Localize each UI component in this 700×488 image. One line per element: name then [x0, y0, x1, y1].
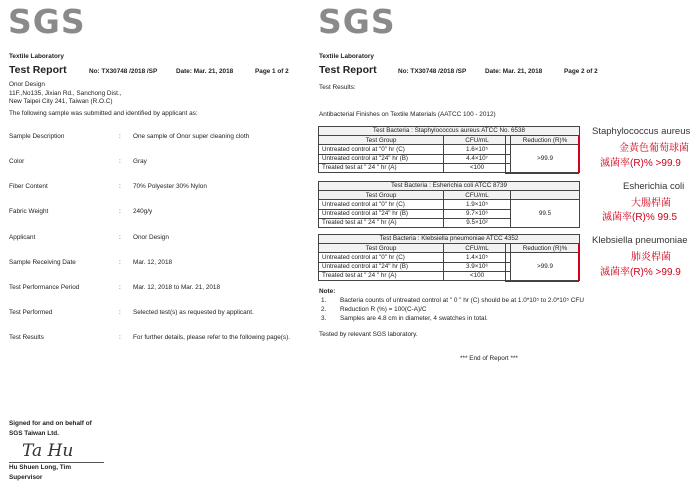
annotation-species: Esherichia coli	[623, 181, 685, 192]
sgs-logo: SGS	[8, 2, 86, 41]
reduction-value: 99.5	[511, 200, 580, 228]
field-label: Applicant	[9, 234, 36, 241]
annotation-rate: 滅菌率(R)% >99.9	[600, 158, 681, 169]
col-header-cfu: CFU/mL	[444, 136, 511, 145]
field-value: For further details, please refer to the following page(s).	[133, 334, 291, 341]
signature-line	[9, 462, 104, 463]
intro-text: The following sample was submitted and identified by applicant as:	[9, 110, 198, 117]
annotation-chinese-name: 肺炎桿菌	[631, 252, 671, 263]
row-group: Treated test at " 24 " hr (A)	[319, 163, 444, 172]
row-group: Untreated control at "24" hr (B)	[319, 154, 444, 163]
sgs-logo: SGS	[318, 2, 396, 41]
field-value: Selected test(s) as requested by applicant.	[133, 309, 254, 316]
field-label: Test Performance Period	[9, 284, 80, 291]
field-colon: :	[119, 133, 121, 140]
row-group: Untreated control at "0" hr (C)	[319, 145, 444, 154]
report-date: Date: Mar. 21, 2018	[485, 68, 543, 75]
reduction-value: >99.9	[511, 145, 580, 173]
field-label: Test Results	[9, 334, 44, 341]
signer-name: Hu Shuen Long, Tim	[9, 464, 72, 471]
row-cfu: <100	[444, 271, 511, 280]
applicant-address	[9, 81, 122, 107]
annotation-chinese-name: 金黃色葡萄球菌	[619, 143, 689, 154]
signature: Ta Hu	[22, 441, 74, 461]
row-cfu: 4.4×10⁷	[444, 154, 511, 163]
annotation-chinese-name: 大腸桿菌	[631, 198, 671, 209]
row-cfu: 1.9×10⁵	[444, 200, 511, 209]
bacteria-title: Test Bacteria : Klebsiella pneumoniae ATCC 4352	[319, 235, 580, 244]
field-value: One sample of Onor super cleaning cloth	[133, 133, 250, 140]
page-number: Page 1 of 2	[255, 68, 289, 75]
signed-line: SGS Taiwan Ltd.	[9, 430, 59, 437]
row-cfu: <100	[444, 163, 511, 172]
note-text: Bacteria counts of untreated control at " 0 " hr (C) should be at 1.0*10⁵ to 2.0*10⁵ CFU	[340, 297, 584, 304]
row-cfu: 1.6×10⁵	[444, 145, 511, 154]
address-line: 11F.,No135, Jixian Rd., Sanchong Dist.,	[9, 89, 122, 97]
field-label: Fabric Weight	[9, 208, 49, 215]
bacteria-title: Test Bacteria : Staphylococcus aureus ATCC No. 6538	[319, 127, 580, 136]
field-label: Sample Description	[9, 133, 65, 140]
field-colon: :	[119, 334, 121, 341]
col-header-group: Test Group	[319, 136, 444, 145]
report-title: Test Report	[319, 64, 377, 76]
report-date: Date: Mar. 21, 2018	[176, 68, 234, 75]
note-label: Note:	[319, 288, 336, 295]
test-method: Antibacterial Finishes on Textile Materials (AATCC 100 - 2012)	[319, 111, 496, 118]
col-header-cfu: CFU/mL	[444, 244, 511, 253]
col-header-reduction	[511, 191, 580, 200]
note-number: 1.	[321, 297, 327, 304]
col-header-reduction: Reduction (R)%	[511, 244, 580, 253]
signer-role: Supervisor	[9, 474, 43, 481]
field-colon: :	[119, 158, 121, 165]
row-group: Treated test at " 24 " hr (A)	[319, 218, 444, 227]
field-label: Color	[9, 158, 25, 165]
signed-block	[9, 419, 92, 439]
address-line: New Taipei City 241, Taiwan (R.O.C)	[9, 98, 113, 105]
col-header-reduction: Reduction (R)%	[511, 136, 580, 145]
field-colon: :	[119, 208, 121, 215]
field-value: 240g/y	[133, 208, 153, 215]
col-header-group: Test Group	[319, 191, 444, 200]
annotation-species: Klebsiella pneumoniae	[592, 235, 688, 246]
annotation-rate: 滅菌率(R)% >99.9	[600, 267, 681, 278]
report-number: No: TX30748 /2018 /SP	[398, 68, 467, 75]
reduction-highlight	[505, 243, 579, 282]
tested-by: Tested by relevant SGS laboratory.	[319, 331, 418, 338]
col-header-cfu: CFU/mL	[444, 191, 511, 200]
page-number: Page 2 of 2	[564, 68, 598, 75]
field-label: Sample Receiving Date	[9, 259, 76, 266]
field-colon: :	[119, 183, 121, 190]
lab-name: Textile Laboratory	[9, 53, 64, 60]
field-colon: :	[119, 309, 121, 316]
bacteria-title: Test Bacteria : Esherichia coli ATCC 8739	[319, 182, 580, 191]
lab-name: Textile Laboratory	[319, 53, 374, 60]
field-colon: :	[119, 259, 121, 266]
address-line: Onor Design	[9, 81, 45, 88]
field-value: Mar. 12, 2018 to Mar. 21, 2018	[133, 284, 221, 291]
row-cfu: 9.5×10²	[444, 218, 511, 227]
row-cfu: 9.7×10⁶	[444, 209, 511, 218]
field-value: Onor Design	[133, 234, 169, 241]
note-number: 2.	[321, 306, 327, 313]
field-label: Fiber Content	[9, 183, 48, 190]
row-cfu: 3.9×10⁶	[444, 262, 511, 271]
field-value: Mar. 12, 2018	[133, 259, 173, 266]
report-number: No: TX30748 /2018 /SP	[89, 68, 158, 75]
row-group: Untreated control at "0" hr (C)	[319, 200, 444, 209]
end-of-report: *** End of Report ***	[460, 355, 518, 362]
annotation-rate: 滅菌率(R)% 99.5	[602, 212, 678, 223]
row-group: Untreated control at "24" hr (B)	[319, 209, 444, 218]
field-colon: :	[119, 234, 121, 241]
row-cfu: 1.4×10⁵	[444, 253, 511, 262]
field-label: Test Performed	[9, 309, 53, 316]
row-group: Untreated control at "24" hr (B)	[319, 262, 444, 271]
note-number: 3.	[321, 315, 327, 322]
signed-line: Signed for and on behalf of	[9, 420, 92, 427]
row-group: Treated test at " 24 " hr (A)	[319, 271, 444, 280]
reduction-highlight	[505, 135, 579, 174]
results-heading: Test Results:	[319, 84, 356, 91]
field-colon: :	[119, 284, 121, 291]
report-title: Test Report	[9, 64, 67, 76]
reduction-value: >99.9	[511, 253, 580, 281]
annotation-species: Staphylococcus aureus	[592, 126, 691, 137]
results-table	[318, 181, 580, 228]
col-header-group: Test Group	[319, 244, 444, 253]
note-text: Reduction R (%) = 100(C-A)/C	[340, 306, 427, 313]
field-value: 70% Polyester 30% Nylon	[133, 183, 207, 190]
field-value: Gray	[133, 158, 147, 165]
row-group: Untreated control at "0" hr (C)	[319, 253, 444, 262]
note-text: Samples are 4.8 cm in diameter, 4 swatches in total.	[340, 315, 488, 322]
